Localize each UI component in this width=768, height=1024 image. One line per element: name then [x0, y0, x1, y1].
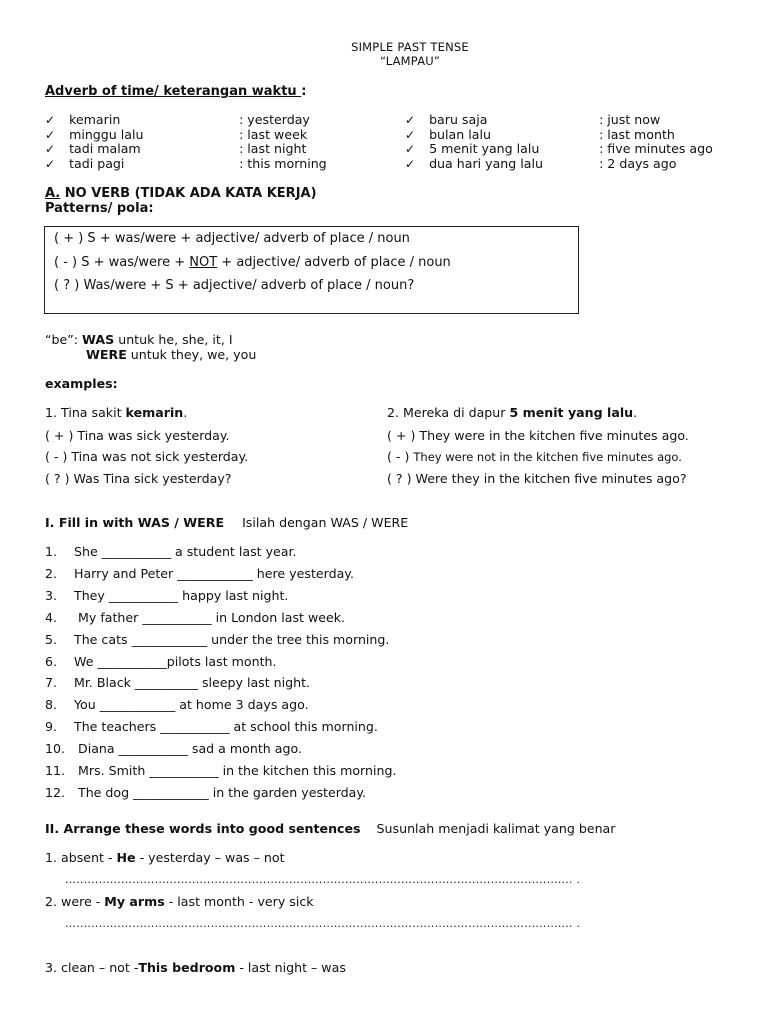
- check-icon: ✓: [405, 127, 416, 142]
- item-text[interactable]: Mr. Black __________ sleepy last night.: [74, 675, 311, 691]
- exercise-1-item: [45, 719, 378, 734]
- check-icon: ✓: [405, 113, 416, 127]
- answer-line-1[interactable]: ………………………………………………………………………………………………………………………. .: [65, 873, 581, 886]
- adverb-heading: Adverb of time/ keterangan waktu :: [45, 84, 307, 99]
- document-subtitle: “LAMPAU”: [379, 54, 441, 68]
- exercise-1-item: [45, 610, 345, 625]
- item-number: 10.: [45, 741, 66, 757]
- adverb-english: : just now: [599, 112, 661, 127]
- exercise-1-item: [45, 632, 389, 647]
- adverb-english: : five minutes ago: [599, 141, 713, 156]
- patterns-label: Patterns/ pola:: [45, 201, 154, 216]
- exercise-1-item: [45, 741, 302, 756]
- item-number: 11.: [45, 763, 66, 778]
- example-2-question: ( ? ) Were they in the kitchen five minutes ago?: [387, 471, 687, 486]
- be-was-line: “be”: WAS untuk he, she, it, I: [45, 332, 233, 347]
- exercise-1-item: [45, 566, 354, 581]
- exercise-2-item-1: 1. absent - He - yesterday – was – not: [45, 850, 285, 865]
- exercise-1-item: [45, 697, 309, 712]
- item-number: 8.: [45, 697, 58, 713]
- item-number: 3.: [45, 587, 58, 603]
- check-icon: ✓: [45, 156, 56, 171]
- section-a-title: A. NO VERB (TIDAK ADA KATA KERJA): [45, 186, 317, 201]
- item-number: 9.: [45, 719, 58, 735]
- exercise-2-title: II. Arrange these words into good sentences Susunlah menjadi kalimat yang benar: [45, 821, 616, 836]
- examples-label: examples:: [45, 376, 118, 391]
- check-icon: ✓: [405, 142, 416, 156]
- adverb-english: : this morning: [239, 155, 327, 171]
- item-text[interactable]: Diana ___________ sad a month ago.: [74, 741, 302, 757]
- item-text[interactable]: She ___________ a student last year.: [74, 544, 297, 559]
- item-number: 1.: [45, 544, 58, 559]
- adverb-english: : 2 days ago: [599, 155, 677, 171]
- adverb-right-item: [405, 127, 675, 142]
- item-number: 5.: [45, 631, 58, 647]
- be-were-line: WERE untuk they, we, you: [86, 347, 257, 362]
- item-number: 12.: [45, 784, 66, 800]
- adverb-english: : last night: [239, 141, 307, 156]
- adverb-indonesian: tadi malam: [69, 141, 141, 156]
- example-1-positive: ( + ) Tina was sick yesterday.: [45, 428, 230, 443]
- adverb-indonesian: kemarin: [69, 112, 121, 127]
- example-2-negative: ( - ) They were not in the kitchen five minutes ago.: [387, 449, 682, 464]
- adverb-indonesian: bulan lalu: [429, 126, 491, 142]
- item-text[interactable]: We ___________pilots last month.: [74, 653, 277, 669]
- item-text[interactable]: The dog ____________ in the garden yesterday.: [74, 784, 367, 800]
- exercise-1-title: I. Fill in with WAS / WERE Isilah dengan WAS / WERE: [45, 515, 409, 530]
- adverb-indonesian: dua hari yang lalu: [429, 155, 543, 171]
- adverb-indonesian: baru saja: [429, 112, 488, 127]
- adverb-indonesian: tadi pagi: [69, 155, 125, 171]
- exercise-1-item: [45, 763, 396, 778]
- item-number: 6.: [45, 653, 58, 669]
- pattern-question: ( ? ) Was/were + S + adjective/ adverb of place / noun?: [54, 278, 415, 293]
- example-1-heading: 1. Tina sakit kemarin.: [45, 405, 188, 420]
- exercise-2-item-2: 2. were - My arms - last month - very sick: [45, 894, 314, 909]
- item-text[interactable]: The cats ____________ under the tree this morning.: [74, 631, 390, 647]
- exercise-2-item-3: 3. clean – not -This bedroom - last night – was: [45, 960, 346, 975]
- adverb-right-item: [405, 141, 713, 156]
- answer-line-2[interactable]: ………………………………………………………………………………………………………………………. .: [65, 917, 581, 930]
- adverb-right-item: [405, 156, 676, 171]
- adverb-left-item: [45, 156, 327, 171]
- adverb-right-item: [405, 112, 660, 127]
- adverb-left-item: [45, 127, 307, 142]
- pattern-box: [44, 226, 579, 314]
- item-number: 4.: [45, 609, 58, 625]
- item-text[interactable]: You ____________ at home 3 days ago.: [74, 697, 309, 713]
- check-icon: ✓: [45, 127, 56, 142]
- exercise-1-item: [45, 654, 277, 669]
- document-title: SIMPLE PAST TENSE: [351, 40, 469, 54]
- example-2-heading: 2. Mereka di dapur 5 menit yang lalu.: [387, 405, 638, 420]
- exercise-1-item: [45, 588, 288, 603]
- item-number: 7.: [45, 675, 58, 691]
- adverb-left-item: [45, 112, 310, 127]
- item-text[interactable]: Harry and Peter ____________ here yesterday.: [74, 565, 354, 581]
- pattern-negative: ( - ) S + was/were + NOT + adjective/ adverb of place / noun: [54, 255, 451, 270]
- check-icon: ✓: [45, 142, 56, 156]
- exercise-1-item: [45, 544, 297, 559]
- adverb-english: : last month: [599, 126, 675, 142]
- pattern-positive: ( + ) S + was/were + adjective/ adverb of place / noun: [54, 231, 410, 246]
- exercise-1-item: [45, 675, 310, 690]
- adverb-english: : yesterday: [239, 112, 310, 127]
- adverb-indonesian: minggu lalu: [69, 126, 144, 142]
- item-text[interactable]: My father ___________ in London last week.: [74, 609, 346, 625]
- example-2-positive: ( + ) They were in the kitchen five minutes ago.: [387, 428, 689, 443]
- item-number: 2.: [45, 565, 58, 581]
- check-icon: ✓: [405, 156, 416, 171]
- exercise-1-item: [45, 785, 366, 800]
- adverb-english: : last week: [239, 126, 308, 142]
- example-1-question: ( ? ) Was Tina sick yesterday?: [45, 471, 232, 486]
- example-1-negative: ( - ) Tina was not sick yesterday.: [45, 449, 249, 464]
- item-text[interactable]: They ___________ happy last night.: [74, 587, 289, 603]
- item-text[interactable]: Mrs. Smith ___________ in the kitchen this morning.: [74, 763, 397, 778]
- adverb-left-item: [45, 141, 306, 156]
- check-icon: ✓: [45, 113, 56, 127]
- adverb-indonesian: 5 menit yang lalu: [429, 141, 540, 156]
- item-text[interactable]: The teachers ___________ at school this morning.: [74, 719, 378, 735]
